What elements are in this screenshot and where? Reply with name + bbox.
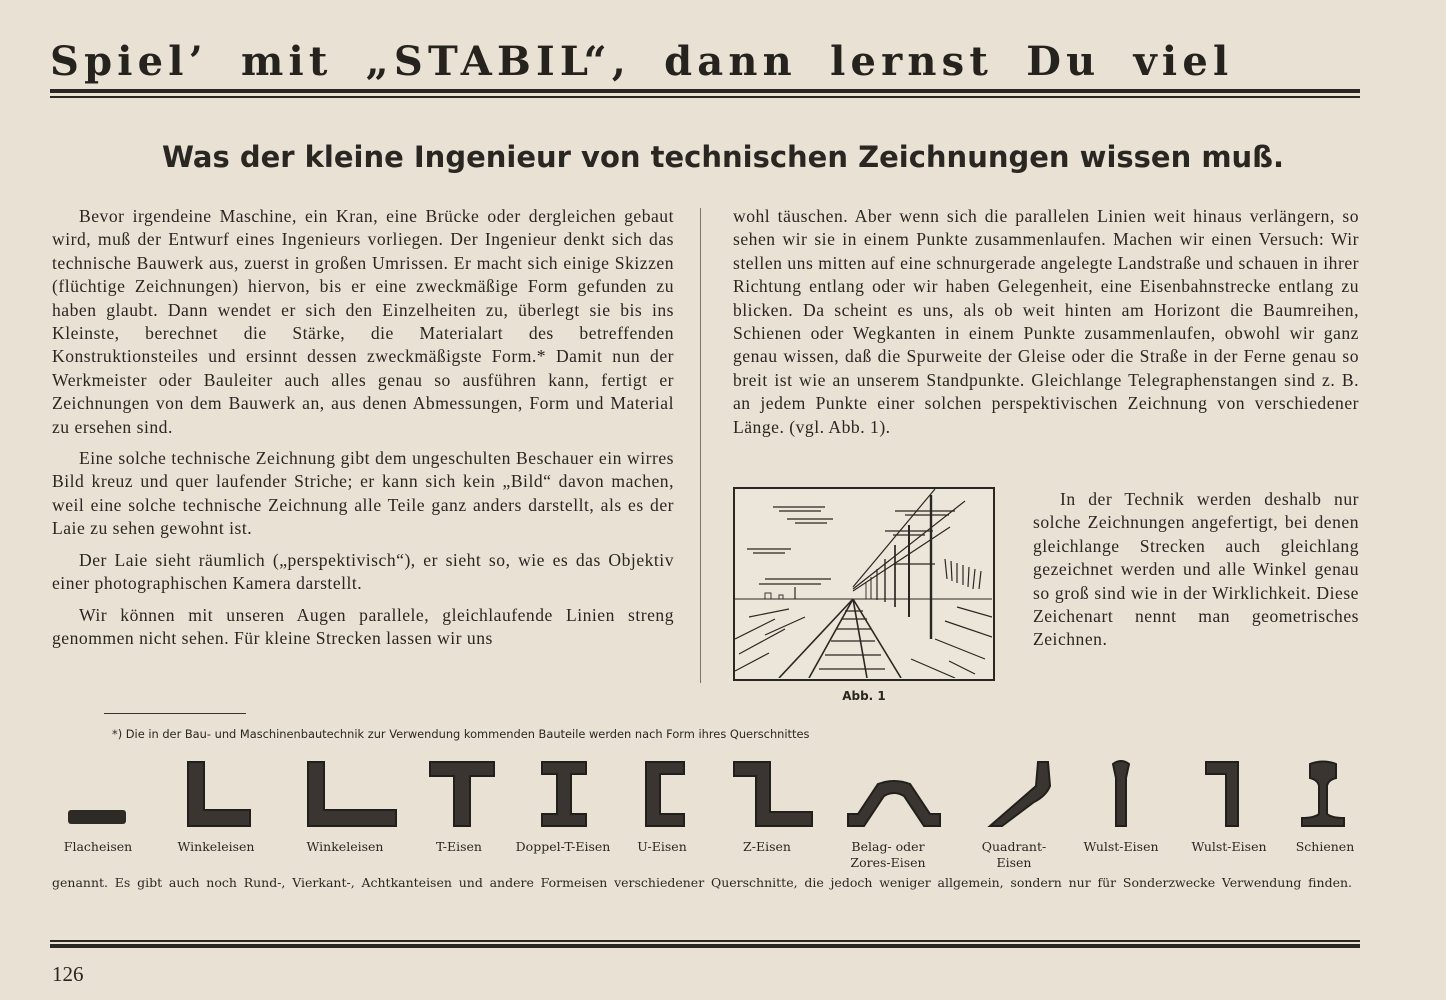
- profile-label: Schienen: [1295, 839, 1355, 854]
- paragraph: Der Laie sieht räumlich („perspektivisch“), er sieht so, wie es das Objektiv einer photographischen Kamera darstellt.: [52, 549, 674, 594]
- profile-label: Winkeleisen: [306, 839, 384, 854]
- profile-label: Wulst-Eisen: [1083, 839, 1159, 854]
- page-number: 126: [52, 962, 84, 986]
- profile-label: Quadrant-Eisen: [981, 839, 1047, 870]
- footer-rule-thin: [50, 940, 1360, 942]
- footnote-continuation: genannt. Es gibt auch noch Rund-, Vierkant-, Achtkanteisen und andere Formeisen verschiedener Querschnitte, die jedoch weniger allgemein, sondern nur für Sonderzwecke Verwendung finden.: [52, 875, 1352, 890]
- bulb-angle-profile-icon: [1204, 760, 1244, 830]
- profile-label: T-Eisen: [436, 839, 482, 854]
- rail-profile-icon: [1298, 760, 1348, 830]
- paragraph: Bevor irgendeine Maschine, ein Kran, eine Brücke oder dergleichen gebaut wird, muß der Entwurf eines Ingenieurs vorliegen. Der Ingenieur denkt sich das technische Bauwerk aus, zuerst in großen Umrissen. Er macht sich einige Skizzen (flüchtige Zeichnungen) hiervon, bis er eine zweckmäßige Form gefunden zu haben glaubt. Dann wendet er sich den Einzelheiten zu, überlegt sie bis ins Kleinste, berechnet die Stärke, die Materialart des betreffenden Konstruktionsteiles und ersinnt dessen zweckmäßigste Form.* Damit nun der Werkmeister oder Bauleiter auch alles genau so ausführen kann, fertigt er Zeichnungen von dem Bauwerk an, aus denen Abmessungen, Form und Material zu ersehen sind.: [52, 206, 674, 437]
- right-column: [733, 205, 1359, 439]
- footnote-intro: *) Die in der Bau- und Maschinenbautechnik zur Verwendung kommenden Bauteile werden nach Form ihres Querschnittes: [112, 727, 810, 741]
- paragraph: Eine solche technische Zeichnung gibt dem ungeschulten Beschauer ein wirres Bild kreuz und quer laufender Striche; er kann sich kein „Bild“ davon machen, weil eine solche technische Zeichnung alle Teile ganz anders darstellt, als es der Laie zu sehen gewohnt ist.: [52, 448, 674, 539]
- trough-profile-icon: [846, 760, 942, 830]
- footer-rule-thick: [50, 944, 1360, 948]
- t-profile-icon: [428, 760, 498, 830]
- footnote-rule: [104, 713, 246, 714]
- column-divider: [700, 208, 701, 683]
- article-title: Was der kleine Ingenieur von technischen Zeichnungen wissen muß.: [161, 140, 1285, 174]
- profile-label: Flacheisen: [63, 839, 133, 854]
- perspective-railway-figure: [733, 487, 995, 681]
- z-profile-icon: [732, 760, 816, 830]
- wide-angle-profile-icon: [304, 760, 400, 830]
- angle-profile-icon: [184, 760, 254, 830]
- profile-label: Winkeleisen: [177, 839, 255, 854]
- headline-rule-thin: [50, 96, 1360, 98]
- profile-label: Doppel-T-Eisen: [515, 839, 611, 854]
- flat-bar-profile-icon: [66, 760, 130, 830]
- figure-caption: Abb. 1: [842, 689, 886, 703]
- paragraph: In der Technik werden deshalb nur solche Zeichnungen angefertigt, bei denen gleichlange Strecken auch gleichlang gezeichnet werden und alle Winkel genau so groß sind wie in der Wirklichkeit. Diese Zeichenart nennt man geometrisches Zeichnen.: [1033, 489, 1359, 650]
- railway-perspective-drawing: [735, 489, 992, 678]
- left-column: [52, 205, 674, 650]
- profile-label: Z-Eisen: [743, 839, 791, 854]
- profile-label: Belag- oder Zores-Eisen: [850, 839, 926, 870]
- i-beam-profile-icon: [540, 760, 590, 830]
- profile-label: Wulst-Eisen: [1191, 839, 1267, 854]
- quadrant-profile-icon: [984, 760, 1056, 830]
- profile-label: U-Eisen: [637, 839, 687, 854]
- bulb-bar-profile-icon: [1106, 760, 1136, 830]
- headline-rule-thick: [50, 89, 1360, 93]
- page-headline: Spiel’ mit „STABIL“, dann lernst Du viel: [50, 38, 1234, 85]
- paragraph: Wir können mit unseren Augen parallele, gleichlaufende Linien streng genommen nicht sehen. Für kleine Strecken lassen wir uns: [52, 604, 674, 648]
- u-channel-profile-icon: [644, 760, 688, 830]
- paragraph: wohl täuschen. Aber wenn sich die parallelen Linien weit hinaus verlängern, so sehen wir sie in einem Punkte zusammenlaufen. Machen wir einen Versuch: Wir stellen uns mitten auf eine schnurgerade angelegte Landstraße und schauen in ihrer Richtung entlang oder wir haben Gelegenheit, eine Eisenbahnstrecke entlang zu blicken. Da scheint es uns, als ob weit hinten am Horizont die Baumreihen, Schienen oder Wegkanten in einem Punkte zusammenlaufen, obwohl wir ganz genau wissen, daß die Spurweite der Gleise oder die Straße in der Ferne genau so breit ist wie an unserem Standpunkte. Gleichlange Telegraphenstangen sind z. B. an jedem Punkte einer solchen perspektivischen Zeichnung von verschiedener Länge. (vgl. Abb. 1).: [733, 206, 1359, 437]
